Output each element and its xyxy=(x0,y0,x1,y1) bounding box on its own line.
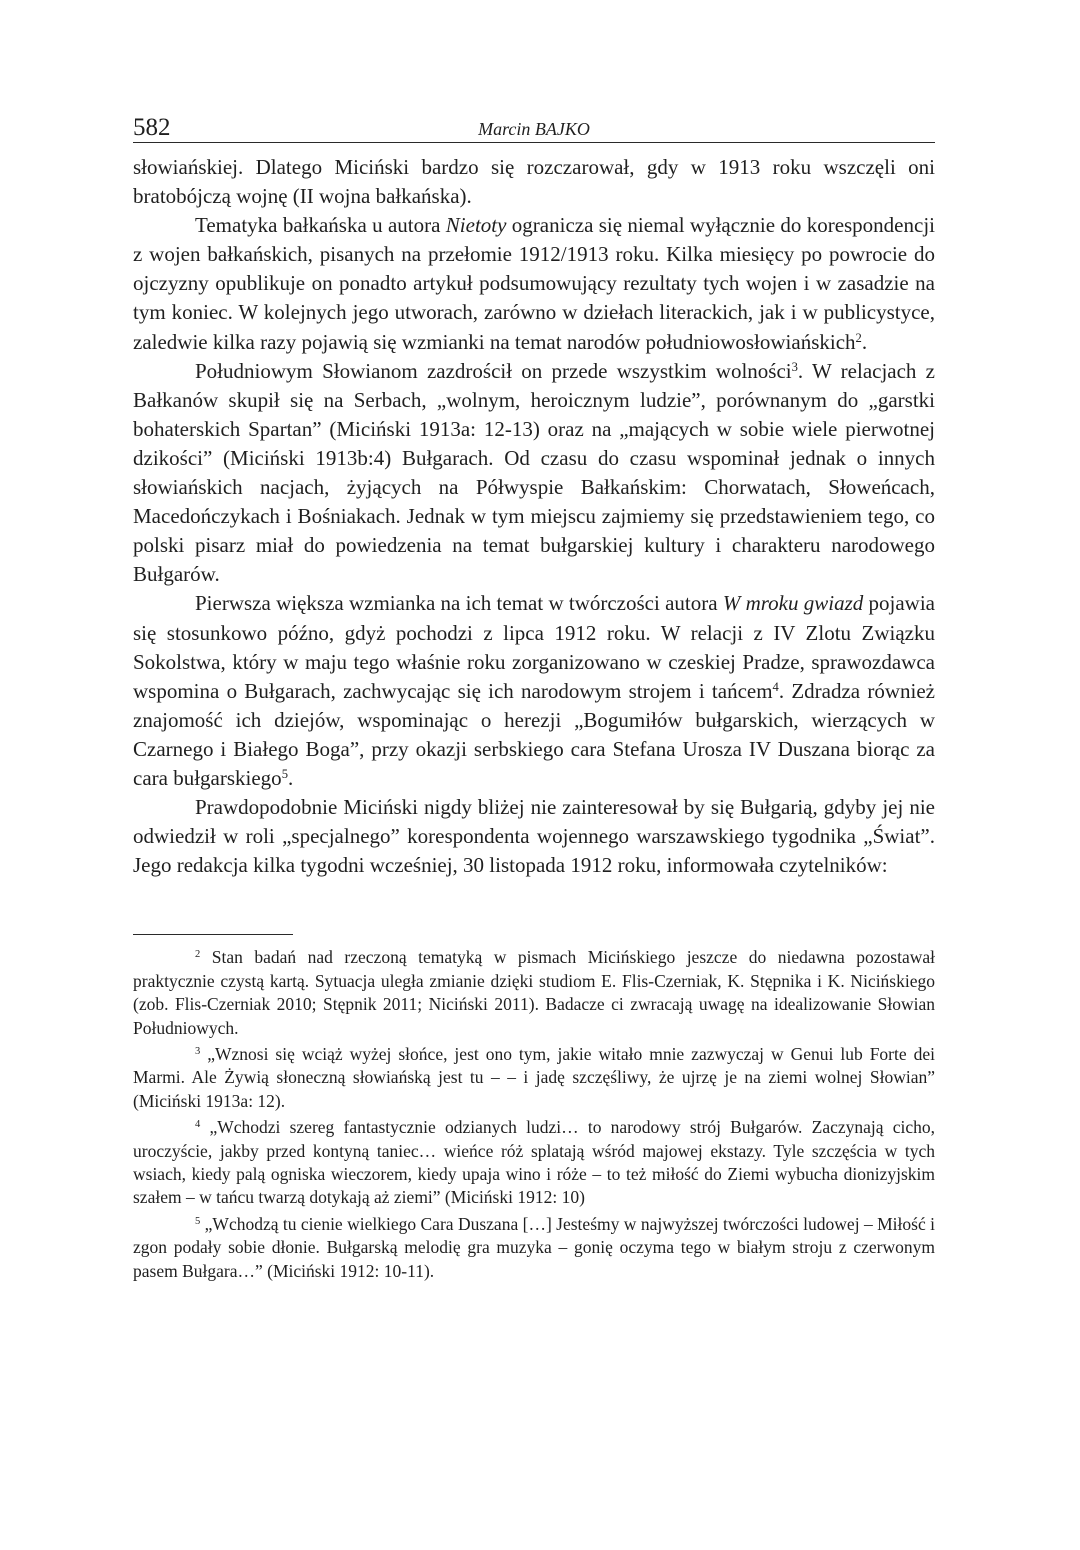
book-page xyxy=(133,108,935,1283)
paragraph-2-end: . xyxy=(861,329,868,354)
paragraph-3-text-b: . W relacjach z Bałkanów skupił się na Serbach, „wolnym, heroicznym ludzie”, porównanym do „garstki bohaterskich Spartan” (Miciński 1913a: 12-13) oraz na „mających w sobie wiele pierwotnej dzikości” (Miciński 1913b:4) Bułgarach. Od czasu do czasu wspominał jednak o innych słowiańskich nacjach, żyjących na Półwyspie Bałkańskim: Chorwatach, Słoweńcach, Macedończykach i Bośniakach. Jednak w tym miejscu zajmiemy się przedstawieniem tego, co polski pisarz miał do powiedzenia na temat bułgarskiej kultury i charakteru narodowego Bułgarów. xyxy=(133,358,935,587)
paragraph-2-text-a: Tematyka bałkańska u autora xyxy=(195,213,446,238)
footnote-text: „Wchodzi szereg fantastycznie odzianych ludzi… to narodowy strój Bułgarów. Zaczynają cicho, uroczyście, jakby przed kontyną taniec… wieńce róż splatają wśród majowej ekstazy. Tyle szczęścia w tych wsiach, kiedy palą ogniska wieczorem, kiedy upaja wino i róże – to też miłość do Ziemi wybucha dionizyjskim szałem – w tańcu twarzą dotykają aż ziemi” (Miciński 1912: 10) xyxy=(133,1117,935,1208)
footnote-3 xyxy=(133,1043,935,1113)
paragraph-3-text-a: Południowym Słowianom zazdrościł on przede wszystkim wolności xyxy=(195,358,792,383)
paragraph-1-text: słowiańskiej. Dlatego Miciński bardzo się rozczarował, gdy w 1913 roku wszczęli oni bratobójczą wojnę (II wojna bałkańska). xyxy=(133,155,935,209)
paragraph-4-end: . xyxy=(287,765,294,790)
footnote-ref-2[interactable]: 2 xyxy=(855,330,862,345)
paragraph-4-text-c: . Zdradza również znajomość ich dziejów, wspominając o herezji „Bogumiłów bułgarskich, wierzących w Czarnego i Białego Boga”, przy okazji serbskiego cara Stefana Urosza IV Duszana biorąc za cara bułgarskiego xyxy=(133,678,935,790)
paragraph-4 xyxy=(133,589,935,793)
footnote-ref-4[interactable]: 4 xyxy=(772,679,779,694)
italic-title-w-mroku-gwiazd: W mroku gwiazd xyxy=(722,591,864,616)
paragraph-4-text-b: pojawia się stosunkowo późno, gdyż pochodzi z lipca 1912 roku. W relacji z IV Zlotu Związku Sokolstwa, który w maju tego właśnie roku zorganizowano w czeskiej Pradze, sprawozdawca wspomina o Bułgarach, zachwycając się ich narodowym strojem i tańcem xyxy=(133,591,935,703)
paragraph-5-text: Prawdopodobnie Miciński nigdy bliżej nie zainteresował by się Bułgarią, gdyby jej nie odwiedził w roli „specjalnego” korespondenta wojennego warszawskiego tygodnika „Świat”. Jego redakcja kilka tygodni wcześniej, 30 listopada 1912 roku, informowała czytelników: xyxy=(133,795,935,878)
footnote-4 xyxy=(133,1116,935,1210)
footnotes xyxy=(133,946,935,1283)
footnote-number: 4 xyxy=(195,1119,201,1131)
paragraph-4-text-a: Pierwsza większa wzmianka na ich temat w twórczości autora xyxy=(195,591,723,616)
footnote-ref-3[interactable]: 3 xyxy=(791,359,798,374)
footnote-2 xyxy=(133,946,935,1040)
paragraph-2 xyxy=(133,211,935,356)
running-title-author: Marcin BAJKO xyxy=(478,119,590,139)
paragraph-3 xyxy=(133,357,935,590)
paragraph-2-text-b: ogranicza się niemal wyłącznie do korespondencji z wojen bałkańskich, pisanych na przełomie 1912/1913 roku. Kilka miesięcy po powrocie do ojczyzny opublikuje on ponadto artykuł podsumowujący rezultaty tych wojen i w zasadzie na tym koniec. W kolejnych jego utworach, zarówno w dziełach literackich, jak i w publicystyce, zaledwie kilka razy pojawią się wzmianki na temat narodów południowosłowiańskich xyxy=(133,213,935,354)
footnote-separator xyxy=(133,934,293,935)
footnote-number: 2 xyxy=(195,949,201,961)
footnote-ref-5[interactable]: 5 xyxy=(281,767,288,782)
paragraph-5 xyxy=(133,793,935,880)
running-head xyxy=(133,108,935,143)
italic-title-nietoty: Nietoty xyxy=(445,213,507,238)
footnote-5 xyxy=(133,1213,935,1283)
footnote-text: Stan badań nad rzeczoną tematyką w pismach Micińskiego jeszcze do niedawna pozostawał praktycznie czystą kartą. Sytuacja uległa zmianie dzięki studiom E. Flis-Czerniak, K. Stępnika i K. Nicińskiego (zob. Flis-Czerniak 2010; Stępnik 2011; Niciński 2011). Badacze ci zwracają uwagę na idealizowanie Słowian Południowych. xyxy=(133,947,935,1038)
footnote-text: „Wznosi się wciąż wyżej słońce, jest ono tym, jakie witało mnie zazwyczaj w Genui lub Forte dei Marmi. Ale Żywią słoneczną słowiańską jest tu – – i jadę szczęśliwy, że ujrzę je na ziemi wolnej Słowian” (Miciński 1913a: 12). xyxy=(133,1043,935,1111)
footnote-number: 3 xyxy=(195,1046,201,1058)
paragraph-1 xyxy=(133,153,935,211)
page-number: 582 xyxy=(133,114,171,141)
footnote-text: „Wchodzą tu cienie wielkiego Cara Duszana […] Jesteśmy w najwyższej twórczości ludowej – Miłość i zgon podały sobie dłonie. Bułgarską melodię gra muzyka – gonię oczyma tego w białym stroju z czerwonym pasem Bułgara…” (Miciński 1912: 10-11). xyxy=(133,1213,935,1281)
footnote-number: 5 xyxy=(195,1216,201,1228)
main-text xyxy=(133,153,935,880)
